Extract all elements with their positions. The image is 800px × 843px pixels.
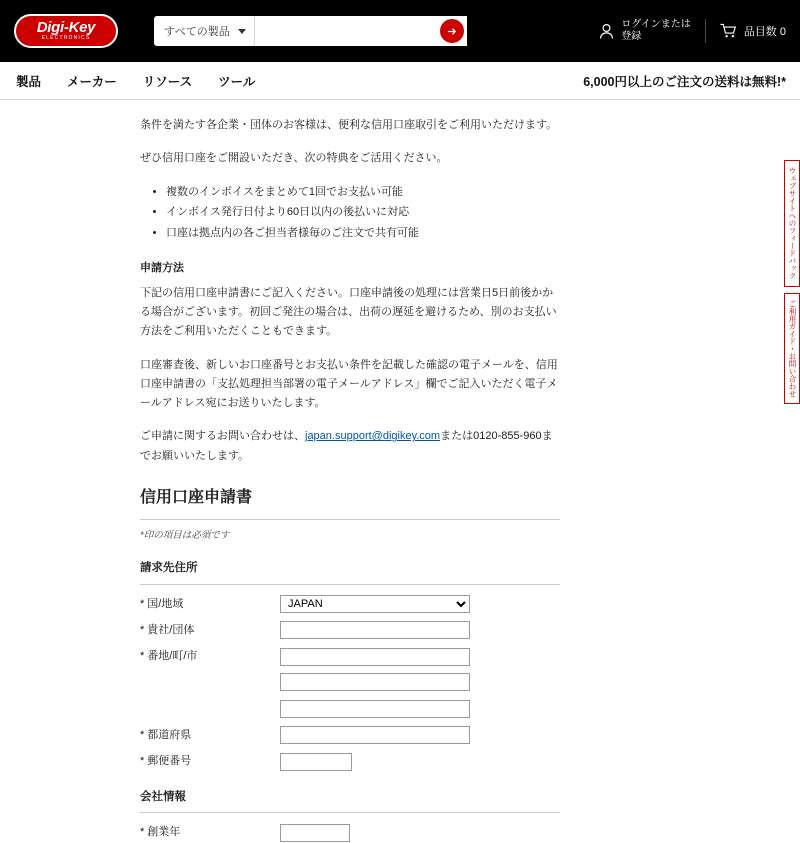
- label-postal-code: [140, 752, 280, 771]
- contact-prefix: ご申請に関するお問い合わせは、: [140, 430, 305, 443]
- apply-heading: 申請方法: [140, 261, 184, 274]
- cart-count-label: 品目数 0: [743, 26, 786, 38]
- search-bar: [154, 16, 467, 46]
- arrow-right-icon: [447, 26, 458, 37]
- main-navigation: [0, 62, 800, 100]
- search-submit-button[interactable]: [440, 19, 464, 43]
- required-marker: *: [140, 597, 145, 610]
- digikey-logo[interactable]: [14, 14, 118, 48]
- label-text: 貴社/団体: [147, 623, 195, 636]
- logo-wordmark: Digi-Key: [36, 19, 96, 36]
- logo-tagline: ELECTRONICS: [41, 35, 91, 41]
- side-tab-group: [784, 160, 800, 410]
- contact-suffix: または0120-855-960までお願いいたします。: [140, 430, 553, 462]
- required-marker: *: [140, 623, 145, 636]
- free-shipping-promo: 6,000円以上のご注文の送料は無料!*: [583, 74, 786, 89]
- person-icon: [599, 23, 614, 40]
- address-line2-input[interactable]: [280, 673, 470, 691]
- field-row-prefecture: [140, 726, 560, 745]
- list-item: • 複数のインボイスをまとめて1回でお支払い可能: [166, 183, 560, 202]
- nav-item-resources[interactable]: リソース: [142, 74, 193, 89]
- search-category-label: すべての製品: [164, 26, 230, 38]
- field-row-address2: [280, 673, 560, 692]
- list-item: • 口座は拠点内の各ご担当者様毎のご注文で共有可能: [166, 224, 560, 243]
- account-label: [621, 19, 691, 43]
- support-email-link[interactable]: japan.support@digikey.com: [305, 430, 441, 443]
- intro-paragraph-1: 条件を満たす各企業・団体のお客様は、便利な信用口座取引をご利用いただけます。: [140, 119, 558, 131]
- feedback-tab[interactable]: ウェブサイトへのフィードバック: [784, 160, 800, 287]
- field-row-founded: [140, 823, 560, 842]
- page-content: [0, 100, 800, 839]
- account-label-line2: 登録: [621, 31, 642, 42]
- chevron-down-icon: [238, 29, 246, 34]
- nav-item-manufacturers[interactable]: メーカー: [67, 74, 117, 89]
- label-text: 国/地域: [147, 597, 184, 610]
- label-text: 創業年: [147, 826, 181, 839]
- field-row-country: [140, 595, 560, 614]
- required-marker: *: [140, 826, 145, 839]
- field-row-postal: [140, 752, 560, 771]
- required-fields-note: *印の項目は必須です: [140, 529, 230, 541]
- address-line3-input[interactable]: [280, 700, 470, 718]
- nav-item-tools[interactable]: ツール: [218, 74, 256, 89]
- account-login-link[interactable]: [599, 19, 706, 43]
- label-prefecture: [140, 726, 280, 745]
- field-row-address1: [140, 647, 560, 666]
- field-row-company: [140, 621, 560, 640]
- company-info-heading: 会社情報: [140, 787, 560, 813]
- label-founded-year: [140, 823, 280, 842]
- benefits-list: [140, 183, 560, 243]
- label-address: [140, 647, 280, 666]
- address-line1-input[interactable]: [280, 648, 470, 666]
- postal-code-input[interactable]: [280, 753, 352, 771]
- search-input[interactable]: [255, 16, 467, 46]
- company-input[interactable]: [280, 621, 470, 639]
- country-select[interactable]: [280, 595, 470, 613]
- account-label-line1: ログインまたは: [621, 19, 691, 30]
- site-header: [0, 0, 800, 62]
- label-company: [140, 621, 280, 640]
- required-marker: *: [140, 755, 145, 768]
- nav-item-products[interactable]: 製品: [16, 74, 42, 89]
- label-country: [140, 595, 280, 614]
- cart-button[interactable]: [706, 23, 786, 39]
- apply-paragraph-1: 下記の信用口座申請書にご記入ください。口座申請後の処理には営業日5日前後かかる場合がございます。初回ご発注の場合は、出荷の遅延を避けるため、別のお支払い方法をご利用いただくこともできます。: [140, 286, 557, 338]
- cart-icon: [720, 23, 737, 39]
- founded-year-input[interactable]: [280, 824, 350, 842]
- header-actions: [599, 19, 786, 43]
- search-category-dropdown[interactable]: [154, 16, 255, 46]
- page-title: 信用口座申請書: [140, 484, 560, 520]
- list-item: • インボイス発行日付より60日以内の後払いに対応: [166, 203, 560, 222]
- credit-application-article: [0, 100, 560, 843]
- prefecture-input[interactable]: [280, 726, 470, 744]
- apply-paragraph-2: 口座審査後、新しいお口座番号とお支払い条件を記載した確認の電子メールを、信用口座申請書の「支払処理担当部署の電子メールアドレス」欄でご記入いただく電子メールアドレス宛にお送りいたします。: [140, 358, 558, 410]
- required-marker: *: [140, 650, 145, 663]
- intro-paragraph-2: ぜひ信用口座をご開設いただき、次の特典をご活用ください。: [140, 152, 448, 165]
- contact-paragraph: [140, 427, 560, 466]
- field-row-address3: [280, 700, 560, 719]
- billing-address-heading: 請求先住所: [140, 558, 560, 584]
- label-text: 番地/町/市: [147, 650, 198, 663]
- required-marker: *: [140, 728, 145, 741]
- label-text: 郵便番号: [147, 755, 192, 768]
- label-text: 都道府県: [147, 728, 192, 741]
- help-contact-tab[interactable]: ご利用ガイド・お問い合わせ: [784, 293, 800, 405]
